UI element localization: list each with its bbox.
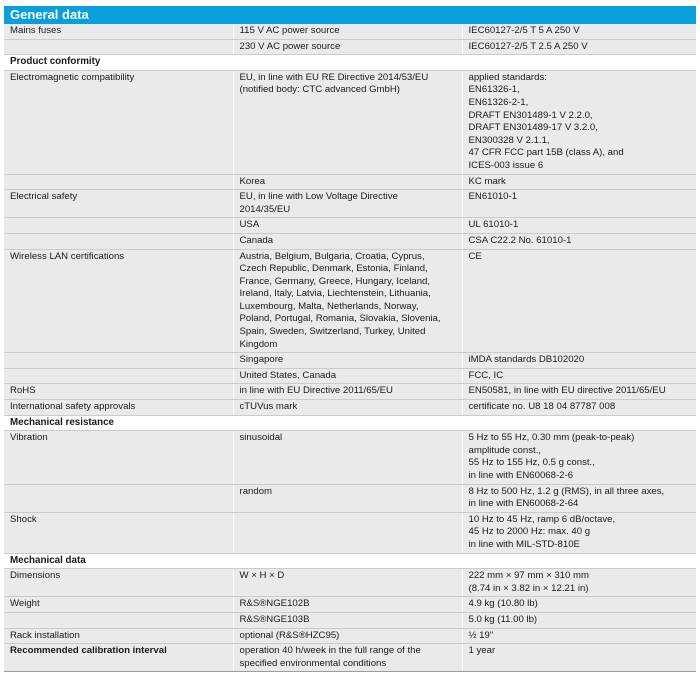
parameter-cell [4,233,233,249]
value-cell [462,384,696,400]
condition-cell [233,190,462,218]
table-row [4,400,696,416]
parameter-cell [4,512,233,553]
condition-cell [233,628,462,644]
value-cell [462,400,696,416]
parameter-cell [4,70,233,174]
cell-text-line: Shock [10,513,37,525]
subsection-title: Mechanical resistance [4,415,696,431]
condition-cell [233,218,462,234]
cell-text-line: (8.74 in × 3.82 in × 12.21 in) [468,582,589,594]
condition-cell [233,384,462,400]
value-cell [462,368,696,384]
condition-cell [233,353,462,369]
cell-text-line: KC mark [468,175,506,187]
condition-cell [233,39,462,55]
parameter-cell [4,612,233,628]
cell-text-line: 55 Hz to 155 Hz, 0.5 g const., [468,457,595,469]
value-cell [462,569,696,597]
value-cell [462,39,696,55]
cell-text-line: in line with MIL-STD-810E [468,538,580,550]
cell-text-line: 5 Hz to 55 Hz, 0.30 mm (peak-to-peak) [468,432,635,444]
cell-text-line: 115 V AC power source [239,25,340,36]
cell-text-line: Vibration [10,432,48,444]
cell-text-line: IEC60127-2/5 T 5 A 250 V [468,25,580,36]
value-cell [462,190,696,218]
cell-text-line: cTUVus mark [239,401,298,413]
cell-text-line: optional (R&S®HZC95) [239,629,340,641]
cell-text-line: 45 Hz to 2000 Hz: max. 40 g [468,526,591,538]
cell-text-line: Spain, Sweden, Switzerland, Turkey, United [239,326,426,338]
subsection-title: Mechanical data [4,553,696,569]
parameter-cell [4,218,233,234]
table-row [4,644,696,672]
cell-text-line: in line with EU Directive 2011/65/EU [239,385,393,397]
cell-text-line: Ireland, Italy, Latvia, Liechtenstein, Lithuania, [239,288,431,300]
cell-text-line: Electrical safety [10,191,78,203]
value-cell [462,512,696,553]
cell-text-line: amplitude const., [468,444,542,456]
condition-cell [233,431,462,484]
parameter-cell [4,249,233,353]
specs-table-body [4,24,696,672]
cell-text-line: EU, in line with Low Voltage Directive [239,191,398,203]
parameter-cell [4,400,233,416]
cell-text-line: CSA C22.2 No. 61010-1 [468,234,572,246]
subsection-header-row [4,55,696,71]
cell-text-line: Korea [239,175,266,187]
cell-text-line: 230 V AC power source [239,40,341,52]
value-cell [462,249,696,353]
table-row [4,70,696,174]
cell-text-line: RoHS [10,385,36,397]
cell-text-line: IEC60127-2/5 T 2.5 A 250 V [468,40,588,52]
value-cell [462,431,696,484]
value-cell [462,233,696,249]
cell-text-line: CE [468,250,482,262]
parameter-cell [4,39,233,55]
cell-text-line: applied standards: [468,71,547,83]
cell-text-line: Electromagnetic compatibility [10,71,135,83]
parameter-cell [4,24,233,39]
cell-text-line: Luxembourg, Malta, Netherlands, Norway, [239,300,419,312]
table-row [4,512,696,553]
cell-text-line: in line with EN60068-2-6 [468,470,574,481]
cell-text-line: Canada [239,234,274,246]
cell-text-line: 8 Hz to 500 Hz, 1.2 g (RMS), in all three axes, [468,485,665,497]
table-row [4,190,696,218]
general-data-sheet [4,6,696,672]
condition-cell [233,368,462,384]
cell-text-line: DRAFT EN301489-17 V 3.2.0, [468,122,598,134]
parameter-cell [4,190,233,218]
cell-text-line: sinusoidal [239,432,283,444]
cell-text-line: Recommended calibration interval [10,645,167,657]
value-cell [462,218,696,234]
value-cell [462,644,696,672]
condition-cell [233,569,462,597]
cell-text-line: W × H × D [239,570,285,582]
cell-text-line: EN61326-1, [468,84,520,96]
cell-text-line: DRAFT EN301489-1 V 2.2.0, [468,109,593,121]
parameter-cell [4,384,233,400]
value-cell [462,70,696,174]
cell-text-line: Rack installation [10,629,80,641]
subsection-header-row [4,553,696,569]
cell-text-line: specified environmental conditions [239,657,387,669]
section-title: General data [4,6,696,24]
value-cell [462,484,696,512]
parameter-cell [4,353,233,369]
cell-text-line: ½ 19" [468,629,494,641]
cell-text-line: FCC, IC [468,369,504,381]
condition-cell [233,24,462,39]
cell-text-line: EN300328 V 2.1.1, [468,134,550,146]
cell-text-line: United States, Canada [239,369,337,381]
table-row [4,597,696,613]
table-row [4,233,696,249]
parameter-cell [4,368,233,384]
cell-text-line: International safety approvals [10,401,136,413]
table-row [4,353,696,369]
cell-text-line: France, Germany, Greece, Hungary, Iceland, [239,275,431,287]
cell-text-line: 222 mm × 97 mm × 310 mm [468,570,589,582]
cell-text-line: 4.9 kg (10.80 lb) [468,598,538,610]
value-cell [462,612,696,628]
parameter-cell [4,174,233,190]
table-row [4,39,696,55]
table-row [4,24,696,39]
table-row [4,249,696,353]
cell-text-line: EN61010-1 [468,191,518,203]
cell-text-line: EN50581, in line with EU directive 2011/65/EU [468,385,666,397]
value-cell [462,353,696,369]
cell-text-line: EU, in line with EU RE Directive 2014/53/EU [239,71,429,83]
table-row [4,484,696,512]
parameter-cell [4,484,233,512]
cell-text-line: Austria, Belgium, Bulgaria, Croatia, Cyprus, [239,250,425,262]
value-cell [462,597,696,613]
table-row [4,431,696,484]
condition-cell [233,597,462,613]
condition-cell [233,484,462,512]
cell-text-line: Kingdom [239,338,278,350]
table-row [4,174,696,190]
cell-text-line: USA [239,219,260,231]
value-cell [462,174,696,190]
cell-text-line: 2014/35/EU [239,203,291,215]
condition-cell [233,612,462,628]
cell-text-line: 1 year [468,645,496,657]
condition-cell [233,400,462,416]
subsection-header-row [4,415,696,431]
value-cell [462,628,696,644]
parameter-cell [4,628,233,644]
specs-table [4,24,696,672]
cell-text-line: ICES-003 issue 6 [468,159,544,171]
cell-text-line: R&S®NGE102B [239,598,310,610]
cell-text-line: 47 CFR FCC part 15B (class A), and [468,147,624,159]
cell-text-line: random [239,485,273,497]
cell-text-line: Wireless LAN certifications [10,250,125,262]
table-row [4,368,696,384]
table-row [4,218,696,234]
cell-text-line: Czech Republic, Denmark, Estonia, Finland, [239,263,428,275]
cell-text-line: Weight [10,598,40,610]
cell-text-line: EN61326-2-1, [468,96,529,108]
cell-text-line: certificate no. U8 18 04 87787 008 [468,401,616,413]
cell-text-line: 5.0 kg (11.00 lb) [468,613,538,625]
condition-cell [233,174,462,190]
cell-text-line: Poland, Portugal, Romania, Slovakia, Slovenia, [239,313,441,325]
cell-text-line: in line with EN60068-2-64 [468,498,579,510]
cell-text-line: Mains fuses [10,25,62,36]
parameter-cell [4,569,233,597]
table-row [4,628,696,644]
condition-cell [233,233,462,249]
cell-text-line: iMDA standards DB102020 [468,354,585,366]
cell-text-line: UL 61010-1 [468,219,519,231]
condition-cell [233,512,462,553]
cell-text-line: Singapore [239,354,284,366]
parameter-cell [4,644,233,672]
condition-cell [233,644,462,672]
cell-text-line: 10 Hz to 45 Hz, ramp 6 dB/octave, [468,513,616,525]
subsection-title: Product conformity [4,55,696,71]
table-row [4,384,696,400]
parameter-cell [4,431,233,484]
condition-cell [233,249,462,353]
table-row [4,569,696,597]
condition-cell [233,70,462,174]
cell-text-line: (notified body: CTC advanced GmbH) [239,84,400,96]
parameter-cell [4,597,233,613]
cell-text-line: Dimensions [10,570,61,582]
cell-text-line: operation 40 h/week in the full range of the [239,645,421,657]
value-cell [462,24,696,39]
table-row [4,612,696,628]
cell-text-line: R&S®NGE103B [239,613,310,625]
